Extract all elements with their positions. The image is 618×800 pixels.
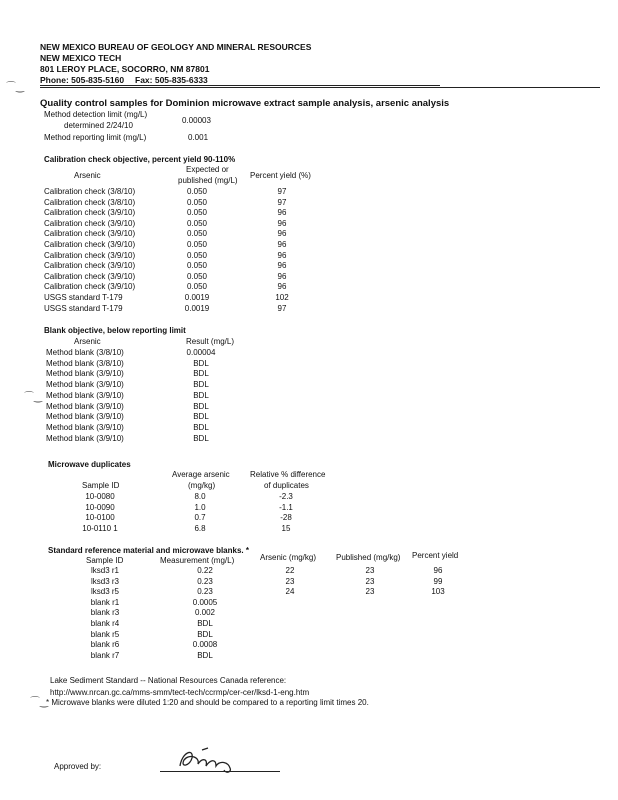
mdl-label: Method detection limit (mg/L) xyxy=(44,110,148,119)
dup-col-rel-1: Relative % difference xyxy=(250,470,326,479)
srm-row-measurement: 0.002 xyxy=(194,608,216,618)
blank-row-name: Method blank (3/9/10) xyxy=(46,433,124,443)
srm-row-id: blank r4 xyxy=(90,619,120,628)
srm-row-measurement: 0.23 xyxy=(197,576,213,586)
duplicate-row-avg: 1.0 xyxy=(194,502,206,512)
margin-mark-icon: ⌒‿ xyxy=(24,392,43,403)
microwave-note: * Microwave blanks were diluted 1:20 and should be compared to a reporting limit times 20. xyxy=(46,698,369,707)
duplicate-row-id: 10-0100 xyxy=(85,513,115,523)
blank-row-result: BDL xyxy=(193,412,209,422)
blank-row-result: BDL xyxy=(193,422,209,432)
calibration-row-expected: 0.050 xyxy=(186,240,208,249)
calibration-row-expected: 0.050 xyxy=(186,229,208,239)
srm-col-arsenic: Arsenic (mg/kg) xyxy=(260,553,317,562)
signature-scribble xyxy=(172,744,252,774)
blank-heading: Blank objective, below reporting limit xyxy=(44,326,186,335)
header-rule-long xyxy=(40,87,600,88)
srm-row-yield: 103 xyxy=(431,587,445,597)
dup-col-avg-2: (mg/kg) xyxy=(188,481,216,490)
calibration-row-expected: 0.050 xyxy=(186,261,208,271)
srm-row-yield: 96 xyxy=(433,566,443,575)
calibration-row-name: Calibration check (3/9/10) xyxy=(44,271,136,281)
duplicate-row-id: 10-0090 xyxy=(85,502,115,512)
srm-row-measurement: BDL xyxy=(197,619,213,628)
calibration-row-name: Calibration check (3/9/10) xyxy=(44,261,136,271)
duplicate-row-rel: -2.3 xyxy=(279,492,293,501)
srm-col-published: Published (mg/kg) xyxy=(336,553,401,562)
calibration-row-name: Calibration check (3/9/10) xyxy=(44,240,136,249)
calibration-row-yield: 96 xyxy=(277,208,287,218)
calibration-row-name: Calibration check (3/9/10) xyxy=(44,208,136,218)
blank-row-name: Method blank (3/9/10) xyxy=(46,390,124,400)
org-name: NEW MEXICO BUREAU OF GEOLOGY AND MINERAL RESOURCES xyxy=(40,42,312,52)
calibration-row-name: USGS standard T-179 xyxy=(44,293,123,302)
srm-row-arsenic: 24 xyxy=(285,587,295,597)
srm-row-arsenic: 23 xyxy=(285,576,295,586)
srm-row-id: lksd3 r5 xyxy=(90,587,119,597)
blank-row-result: BDL xyxy=(193,401,209,411)
srm-row-published: 23 xyxy=(365,566,375,575)
calibration-row-expected: 0.0019 xyxy=(184,293,210,302)
calibration-row-name: Calibration check (3/8/10) xyxy=(44,187,136,196)
blank-row-result: BDL xyxy=(193,433,209,443)
page-title: Quality control samples for Dominion microwave extract sample analysis, arsenic analysis xyxy=(40,98,450,109)
blank-row-name: Method blank (3/8/10) xyxy=(46,358,124,368)
blank-row-name: Method blank (3/9/10) xyxy=(46,412,124,422)
duplicates-heading: Microwave duplicates xyxy=(48,460,131,469)
calibration-row-yield: 96 xyxy=(277,271,287,281)
blank-row-result: BDL xyxy=(193,380,209,390)
calibration-heading: Calibration check objective, percent yield 90-110% xyxy=(44,155,236,164)
calibration-row-yield: 96 xyxy=(277,261,287,271)
mrl-value: 0.001 xyxy=(188,133,209,142)
org-address: 801 LEROY PLACE, SOCORRO, NM 87801 xyxy=(40,64,210,74)
srm-row-id: blank r3 xyxy=(90,608,120,618)
duplicate-row-rel: -28 xyxy=(280,513,292,523)
calibration-col-yield: Percent yield (%) xyxy=(250,171,311,180)
srm-row-id: blank r6 xyxy=(90,640,120,650)
blank-col-result: Result (mg/L) xyxy=(186,337,235,346)
srm-row-arsenic: 22 xyxy=(285,566,295,575)
srm-col-meas: Measurement (mg/L) xyxy=(160,556,235,565)
calibration-col-expected-2: published (mg/L) xyxy=(178,176,238,185)
blank-row-result: 0.00004 xyxy=(186,348,216,357)
blank-row-result: BDL xyxy=(193,358,209,368)
margin-mark-icon: ⌒‿ xyxy=(30,697,49,708)
duplicate-row-rel: 15 xyxy=(281,523,291,533)
blank-row-name: Method blank (3/9/10) xyxy=(46,380,124,390)
blank-row-result: BDL xyxy=(193,390,209,400)
org-fax: Fax: 505-835-6333 xyxy=(135,75,208,85)
approved-by-label: Approved by: xyxy=(54,762,102,771)
calibration-row-yield: 96 xyxy=(277,218,287,228)
srm-row-measurement: 0.23 xyxy=(197,587,213,597)
srm-row-measurement: BDL xyxy=(197,650,213,660)
dup-col-rel-2: of duplicates xyxy=(264,481,309,490)
duplicate-row-id: 10-0110 1 xyxy=(82,523,118,533)
calibration-row-name: Calibration check (3/9/10) xyxy=(44,218,136,228)
calibration-row-expected: 0.050 xyxy=(186,187,208,196)
margin-mark-icon: ⌒‿ xyxy=(6,82,25,93)
duplicate-row-id: 10-0080 xyxy=(85,492,115,501)
dup-col-sample: Sample ID xyxy=(82,481,120,490)
srm-row-measurement: 0.22 xyxy=(197,566,213,575)
srm-col-sample: Sample ID xyxy=(86,556,124,565)
calibration-row-yield: 96 xyxy=(277,240,287,249)
org-phone: Phone: 505-835-5160 xyxy=(40,75,125,85)
calibration-row-yield: 97 xyxy=(277,187,287,196)
reference-link[interactable]: http://www.nrcan.gc.ca/mms-smm/tect-tech/ccrmp/cer-cer/lksd-1-eng.htm xyxy=(50,688,310,697)
calibration-row-expected: 0.0019 xyxy=(184,303,210,313)
srm-row-yield: 99 xyxy=(433,576,443,586)
calibration-row-yield: 97 xyxy=(277,197,287,207)
calibration-row-yield: 96 xyxy=(277,282,287,292)
calibration-row-expected: 0.050 xyxy=(186,208,208,218)
header-rule xyxy=(40,85,440,86)
srm-row-id: blank r1 xyxy=(90,597,120,607)
srm-col-yield: Percent yield xyxy=(412,551,459,560)
mrl-label: Method reporting limit (mg/L) xyxy=(44,133,147,142)
calibration-row-name: Calibration check (3/9/10) xyxy=(44,229,136,239)
calibration-row-name: Calibration check (3/9/10) xyxy=(44,282,136,292)
srm-row-measurement: 0.0008 xyxy=(192,640,218,650)
calibration-row-expected: 0.050 xyxy=(186,197,208,207)
blank-row-result: BDL xyxy=(193,369,209,379)
calibration-row-yield: 97 xyxy=(277,303,287,313)
srm-row-id: lksd3 r1 xyxy=(90,566,119,575)
blank-row-name: Method blank (3/9/10) xyxy=(46,401,124,411)
duplicate-row-avg: 0.7 xyxy=(194,513,206,523)
srm-row-id: lksd3 r3 xyxy=(90,576,119,586)
duplicate-row-avg: 6.8 xyxy=(194,523,206,533)
calibration-col-expected-1: Expected or xyxy=(186,165,229,174)
srm-row-id: blank r5 xyxy=(90,629,120,639)
calibration-row-yield: 96 xyxy=(277,250,287,260)
mdl-value: 0.00003 xyxy=(182,116,211,125)
calibration-row-yield: 102 xyxy=(275,293,289,302)
duplicate-row-rel: -1.1 xyxy=(279,502,293,512)
org-subname: NEW MEXICO TECH xyxy=(40,53,122,63)
dup-col-avg-1: Average arsenic xyxy=(172,470,230,479)
duplicate-row-avg: 8.0 xyxy=(194,492,206,501)
srm-row-published: 23 xyxy=(365,576,375,586)
calibration-col-arsenic: Arsenic xyxy=(74,171,101,180)
blank-col-arsenic: Arsenic xyxy=(74,337,101,346)
calibration-row-name: Calibration check (3/8/10) xyxy=(44,197,136,207)
calibration-row-expected: 0.050 xyxy=(186,250,208,260)
calibration-row-name: Calibration check (3/9/10) xyxy=(44,250,136,260)
mdl-date: determined 2/24/10 xyxy=(64,121,133,130)
blank-row-name: Method blank (3/8/10) xyxy=(46,348,124,357)
srm-row-measurement: 0.0005 xyxy=(192,597,218,607)
blank-row-name: Method blank (3/9/10) xyxy=(46,369,124,379)
calibration-row-expected: 0.050 xyxy=(186,271,208,281)
srm-row-measurement: BDL xyxy=(197,629,213,639)
blank-row-name: Method blank (3/9/10) xyxy=(46,422,124,432)
lake-note: Lake Sediment Standard -- National Resources Canada reference: xyxy=(50,676,287,685)
calibration-row-yield: 96 xyxy=(277,229,287,239)
srm-heading: Standard reference material and microwave blanks. * xyxy=(48,546,249,555)
srm-row-id: blank r7 xyxy=(90,650,120,660)
calibration-row-expected: 0.050 xyxy=(186,218,208,228)
calibration-row-name: USGS standard T-179 xyxy=(44,303,123,313)
calibration-row-expected: 0.050 xyxy=(186,282,208,292)
srm-row-published: 23 xyxy=(365,587,375,597)
